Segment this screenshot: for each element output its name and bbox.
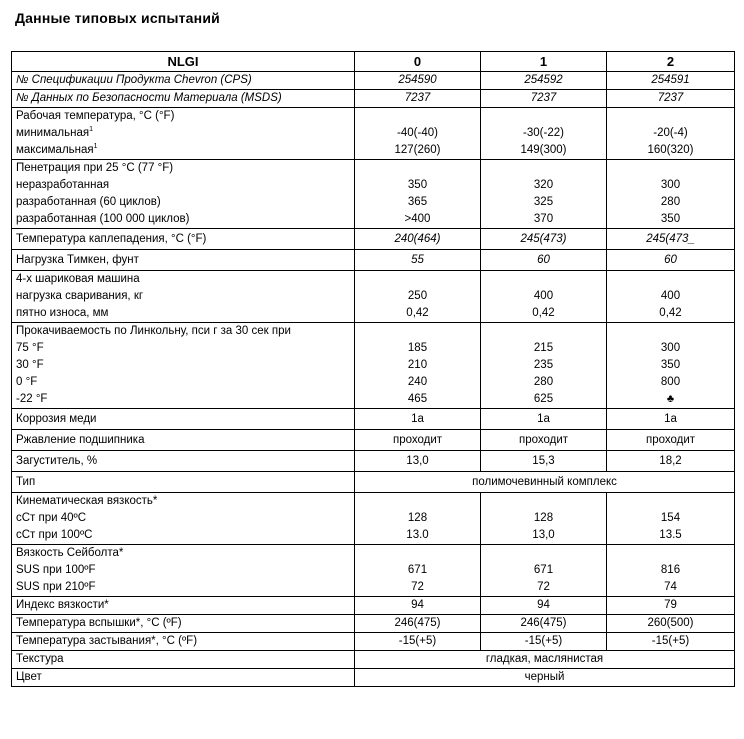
pour-point-value: -15(+5): [355, 633, 481, 651]
pumpability-value: 185: [407, 342, 428, 354]
penetration-sub-label: неразработанная: [16, 179, 110, 191]
flash-point-label: Температура вспышки*, °C (ºF): [12, 615, 355, 633]
penetration-value: >400: [404, 213, 431, 225]
saybolt-label: Вязкость Сейболта*: [16, 547, 124, 559]
page-title: Данные типовых испытаний: [15, 10, 220, 26]
saybolt-sub-label: SUS при 100ºF: [16, 564, 96, 576]
kinematic-value: 128: [533, 512, 554, 524]
pumpability-label: Прокачиваемость по Линкольну, пси г за 30 сек при: [16, 325, 291, 337]
cps-label: № Спецификации Продукта Chevron (CPS): [12, 72, 355, 90]
pumpability-value: 235: [533, 359, 554, 371]
type-row: [12, 472, 735, 493]
timken-value: 60: [481, 250, 607, 271]
timken-value: 60: [607, 250, 735, 271]
four-ball-values-2: [607, 271, 735, 323]
four-ball-values-0: [355, 271, 481, 323]
pumpability-value: 350: [660, 359, 681, 371]
saybolt-value: 74: [664, 581, 677, 593]
saybolt-value: 72: [537, 581, 550, 593]
penetration-sub-label: разработанная (100 000 циклов): [16, 213, 190, 225]
four-ball-sub-label: пятно износа, мм: [16, 307, 109, 319]
penetration-values-1: [481, 160, 607, 229]
saybolt-value: 671: [533, 564, 554, 576]
bearing-rust-row: [12, 430, 735, 451]
penetration-value: 320: [533, 179, 554, 191]
viscosity-index-value: 94: [481, 597, 607, 615]
viscosity-index-value: 79: [607, 597, 735, 615]
saybolt-value: 72: [411, 581, 424, 593]
timken-label: Нагрузка Тимкен, фунт: [12, 250, 355, 271]
kinematic-sub-label: сСт при 100ºC: [16, 529, 93, 541]
msds-value: 7237: [607, 90, 735, 108]
copper-corrosion-label: Коррозия меди: [12, 409, 355, 430]
four-ball-label-cell: [12, 271, 355, 323]
viscosity-index-value: 94: [355, 597, 481, 615]
bearing-rust-value: проходит: [355, 430, 481, 451]
pumpability-values-0: [355, 323, 481, 409]
pumpability-value: 210: [407, 359, 428, 371]
cps-value: 254592: [481, 72, 607, 90]
kinematic-value: 13,0: [532, 529, 555, 541]
nlgi-header: NLGI: [12, 52, 355, 72]
kinematic-sub-label: сСт при 40ºC: [16, 512, 87, 524]
saybolt-viscosity-row: [12, 545, 735, 597]
four-ball-row: [12, 271, 735, 323]
pumpability-value: 280: [533, 376, 554, 388]
grade-2-header: 2: [607, 52, 735, 72]
type-label: Тип: [12, 472, 355, 493]
temperature-min-value: -40(-40): [397, 127, 438, 139]
pumpability-values-2: [607, 323, 735, 409]
four-ball-sub-label: нагрузка сваривания, кг: [16, 290, 144, 302]
dropping-point-value: 245(473): [481, 229, 607, 250]
cps-value: 254590: [355, 72, 481, 90]
penetration-value: 325: [533, 196, 554, 208]
viscosity-index-row: [12, 597, 735, 615]
msds-row: [12, 90, 735, 108]
temperature-label-cell: [12, 108, 355, 160]
temperature-values-1: [481, 108, 607, 160]
pour-point-value: -15(+5): [607, 633, 735, 651]
texture-value: гладкая, маслянистая: [355, 651, 735, 669]
flash-point-value: 260(500): [607, 615, 735, 633]
four-ball-value: 400: [533, 290, 554, 302]
kinematic-label-cell: [12, 493, 355, 545]
penetration-label-cell: [12, 160, 355, 229]
temperature-values-0: [355, 108, 481, 160]
saybolt-values-1: [481, 545, 607, 597]
kinematic-value: 13.0: [406, 529, 429, 541]
four-ball-value: 0,42: [406, 307, 429, 319]
penetration-value: 365: [407, 196, 428, 208]
grade-0-header: 0: [355, 52, 481, 72]
kinematic-values-1: [481, 493, 607, 545]
temperature-label: Рабочая температура, °C (°F): [16, 110, 175, 122]
penetration-value: 280: [660, 196, 681, 208]
kinematic-value: 13.5: [659, 529, 682, 541]
texture-label: Текстура: [12, 651, 355, 669]
penetration-sub-label: разработанная (60 циклов): [16, 196, 161, 208]
flash-point-row: [12, 615, 735, 633]
temperature-max-value: 160(320): [647, 144, 694, 156]
temperature-min-value: -20(-4): [653, 127, 688, 139]
thickener-label: Загуститель, %: [12, 451, 355, 472]
temperature-max-label: максимальная: [16, 144, 94, 156]
viscosity-index-label: Индекс вязкости*: [12, 597, 355, 615]
thickener-value: 13,0: [355, 451, 481, 472]
pumpability-sub-label: -22 °F: [16, 393, 48, 405]
timken-row: [12, 250, 735, 271]
pour-point-label: Температура застывания*, °C (ºF): [12, 633, 355, 651]
four-ball-label: 4-х шариковая машина: [16, 273, 140, 285]
msds-value: 7237: [481, 90, 607, 108]
kinematic-values-2: [607, 493, 735, 545]
thickener-value: 18,2: [607, 451, 735, 472]
kinematic-viscosity-row: [12, 493, 735, 545]
footnote-marker: 1: [93, 143, 98, 150]
penetration-row: [12, 160, 735, 229]
pour-point-value: -15(+5): [481, 633, 607, 651]
penetration-value: 370: [533, 213, 554, 225]
pumpability-sub-label: 0 °F: [16, 376, 38, 388]
copper-corrosion-value: 1a: [607, 409, 735, 430]
copper-corrosion-row: [12, 409, 735, 430]
typical-test-data-table: [11, 51, 735, 687]
timken-value: 55: [355, 250, 481, 271]
color-label: Цвет: [12, 669, 355, 687]
thickener-row: [12, 451, 735, 472]
temperature-row: [12, 108, 735, 160]
footnote-marker: 1: [89, 126, 93, 133]
temperature-max-value: 127(260): [394, 144, 441, 156]
dropping-point-label: Температура каплепадения, °C (°F): [12, 229, 355, 250]
header-row: [12, 52, 735, 72]
four-ball-value: 0,42: [659, 307, 682, 319]
bearing-rust-value: проходит: [481, 430, 607, 451]
four-ball-value: 0,42: [532, 307, 555, 319]
pumpability-sub-label: 30 °F: [16, 359, 44, 371]
saybolt-sub-label: SUS при 210ºF: [16, 581, 96, 593]
cps-row: [12, 72, 735, 90]
dropping-point-row: [12, 229, 735, 250]
penetration-values-0: [355, 160, 481, 229]
saybolt-values-0: [355, 545, 481, 597]
pour-point-row: [12, 633, 735, 651]
flash-point-value: 246(475): [355, 615, 481, 633]
dropping-point-value: 240(464): [355, 229, 481, 250]
penetration-values-2: [607, 160, 735, 229]
saybolt-label-cell: [12, 545, 355, 597]
four-ball-values-1: [481, 271, 607, 323]
texture-row: [12, 651, 735, 669]
copper-corrosion-value: 1a: [481, 409, 607, 430]
saybolt-value: 671: [407, 564, 428, 576]
kinematic-value: 154: [660, 512, 681, 524]
saybolt-values-2: [607, 545, 735, 597]
temperature-min-label: минимальная: [16, 127, 90, 139]
penetration-value: 350: [407, 179, 428, 191]
temperature-min-value: -30(-22): [523, 127, 564, 139]
bearing-rust-label: Ржавление подшипника: [12, 430, 355, 451]
pumpability-value: 215: [533, 342, 554, 354]
color-value: черный: [355, 669, 735, 687]
penetration-label: Пенетрация при 25 °C (77 °F): [16, 162, 174, 174]
copper-corrosion-value: 1a: [355, 409, 481, 430]
msds-label: № Данных по Безопасности Материала (MSDS): [12, 90, 355, 108]
cps-value: 254591: [607, 72, 735, 90]
pumpability-value: 240: [407, 376, 428, 388]
pumpability-label-cell: [12, 323, 355, 409]
pumpability-row: [12, 323, 735, 409]
temperature-values-2: [607, 108, 735, 160]
penetration-value: 300: [660, 179, 681, 191]
penetration-value: 350: [660, 213, 681, 225]
grade-1-header: 1: [481, 52, 607, 72]
kinematic-label: Кинематическая вязкость*: [16, 495, 158, 507]
kinematic-values-0: [355, 493, 481, 545]
pumpability-values-1: [481, 323, 607, 409]
pumpability-value: 800: [660, 376, 681, 388]
kinematic-value: 128: [407, 512, 428, 524]
flash-point-value: 246(475): [481, 615, 607, 633]
pumpability-sub-label: 75 °F: [16, 342, 44, 354]
color-row: [12, 669, 735, 687]
four-ball-value: 250: [407, 290, 428, 302]
bearing-rust-value: проходит: [607, 430, 735, 451]
dropping-point-value: 245(473_: [607, 229, 735, 250]
four-ball-value: 400: [660, 290, 681, 302]
msds-value: 7237: [355, 90, 481, 108]
club-icon: ♣: [666, 393, 675, 405]
saybolt-value: 816: [660, 564, 681, 576]
temperature-max-value: 149(300): [520, 144, 567, 156]
pumpability-value: 625: [533, 393, 554, 405]
thickener-value: 15,3: [481, 451, 607, 472]
type-value: полимочевинный комплекс: [355, 472, 735, 493]
pumpability-value: 465: [407, 393, 428, 405]
pumpability-value: 300: [660, 342, 681, 354]
